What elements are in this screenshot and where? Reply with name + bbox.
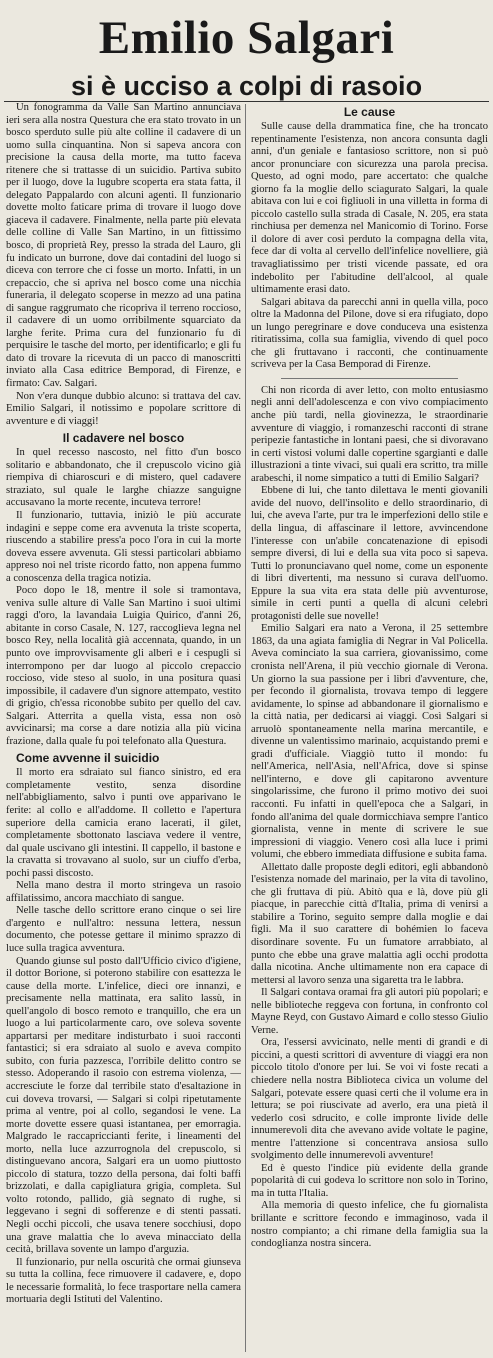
column-separator <box>245 104 246 1352</box>
right-column <box>251 102 488 1352</box>
article-title: Emilio Salgari <box>98 12 395 64</box>
paragraph: Allettato dalle proposte degli editori, egli abbandonò l'esistenza nomade del marinaio, per la vita di tavolino, che gli fruttava di più. Abitò qua e là, dove più gli piacque, in parecchie città d'Italia, prima di venirsi a stabilire a Torino, seguito sempre dalla moglie e dai figli. Ma il suo carattere di bohémien lo faceva disordinare sovente. Fu un fumatore arrabbiato, al punto che ebbe una grave malattia agli occhi prodotta dalla nicotina. Anche ultimamente non era capace di mettersi al lavoro senza una sigaretta tra le labbra. <box>251 861 488 986</box>
paragraph: Il morto era sdraiato sul fianco sinistro, ed era completamente vestito, senza disordine nell'abbigliamento, salvo i punti ove apparivano le ferite: al collo e all'addome. Il colletto e l'apertura superiore della camicia erano lacerati, il gilet, completamente sbottonato lasciava vedere il ventre, dal quale uscivano gli intestini. Il cappello, il bastone e la cravatta si trovavano al suolo, sur un ciuffo d'erba, pochi passi discosto. <box>6 767 241 879</box>
paragraph: Il funzionario, pur nella oscurità che ormai giunseva su tutta la collina, fece rimuovere il cadavere, e, dopo le necessarie formalità, lo fece trasportare nella camera mortuaria degli Istituti del Valentino. <box>6 1256 241 1306</box>
article-subtitle: si è ucciso a colpi di rasoio <box>70 71 423 101</box>
section-heading: Il cadavere nel bosco <box>62 431 185 446</box>
paragraph: Emilio Salgari era nato a Verona, il 25 settembre 1863, da una agiata famiglia di Negrar in Val Policella. Aveva cominciato la sua carriera, giovanissimo, come cronista nell'Arena, il più vecchio giornale di Verona. Un giorno la sua passione per i libri d'avventure, che, per fecondo il giornalista, trovava tempo di leggere avidamente, lo spinse ad abbandonare il giornalismo e la città natìa, per dedicarsi ai viaggi. Così Salgari si arruolò spontaneamente nella marina mercantile, e divenne un valentissimo marinaio, acquistando premi e gradi d'ufficiale. Viaggiò tutto il mondo: fu nell'America, nell'Asia, nell'Africa, dove si spinse nell'interno, e dove gli capitarono avventure singolarissime, che furono il primo motivo dei suoi racconti. Fu infatti in quell'epoca che a Salgari, in fondo all'anima del quale dormicchiava sempre l'antico giornalista, venne in mente di scrivere le sue impressioni di viaggio. Venero così alla luce i primi volumi, che ebbero immediata diffusione e subita fama. <box>251 623 488 861</box>
paragraph: Nella mano destra il morto stringeva un rasoio affilatissimo, ancora macchiato di sangue. <box>6 880 241 904</box>
paragraph: Non v'era dunque dubbio alcuno: si trattava del cav. Emilio Salgari, il notissimo e popolare scrittore di avventure e di viaggi! <box>6 390 241 427</box>
paragraph: Ed è questo l'indice più evidente della grande popolarità di cui godeva lo scrittore non solo in Torino, ma in tutta l'Italia. <box>251 1162 488 1199</box>
paragraph: Sulle cause della drammatica fine, che ha troncato repentinamente l'esistenza, non ancora consunta dagli anni, d'un geniale e fantasioso scrittore, non si può ancor pronunciare con sicurezza una parola precisa. Questo, ad ogni modo, pare accertato: che qualche giorno fa la moglie dello sciagurato Salgari, la quale abitava con lui e coi figliuoli in una villetta in forma di piccolo castello sulla strada di Casale, N. 205, era stata rinchiusa per demenza nel Manicomio di Torino. Forse il dolore di aver così perduto la compagna della vita, fece dar di volta al cervello dell'infelice novelliere, già travagliatissimo per tristi vicende passate, ed ora indebolito per l'abitudine dell'alcool, al quale ultimamente erasi dato. <box>251 121 488 296</box>
section-heading: Come avvenne il suicidio <box>16 751 160 766</box>
section-divider <box>281 378 458 379</box>
paragraph: Alla memoria di questo infelice, che fu giornalista brillante e scrittore fecondo e immaginoso, vada il nostro compianto; a chi rimane della famiglia sua la condoglianza nostra sincera. <box>251 1200 488 1250</box>
paragraph: In quel recesso nascosto, nel fitto d'un bosco solitario e abbandonato, che il crepuscolo vicino già riempiva di chiaroscuri e di mistero, quel cadavere straziato, sul quale le larghe chiazze sanguigne accusavano la morte recente, incuteva terrore! <box>6 447 241 509</box>
paragraph: Ora, l'essersi avvicinato, nelle menti di grandi e di piccini, a questi scrittori di avventure di viaggi era non piccolo titolo d'onore per lui. Se voi vi foste recati a chiedere nella nostra Biblioteca civica un volume del Salgari, potevate essere quasi certi che il volume era in lettura; se poi riuscivate ad averlo, era una pietà il vederlo così sdrucito, e colle impronte livide delle innumerevoli dita che avevano avide voltate le pagine, mentre l'attenzione si concentrava ansiosa sullo svolgimento delle innumerevoli avventure! <box>251 1037 488 1162</box>
section-heading: Le cause <box>343 105 396 119</box>
paragraph: Il funzionario, tuttavia, iniziò le più accurate indagini e seppe come era avvenuta la triste scoperta, riuscendo a stabilire press'a poco l'ora in cui la morte doveva essere avvenuta. Gli stessi particolari abbiamo appreso noi nel triste ricordo fatto, non appena fummo a conoscenza della tragica notizia. <box>6 509 241 584</box>
paragraph: Nelle tasche dello scrittore erano cinque o sei lire d'argento e null'altro: nessuna lettera, nessun documento, che potesse gettare il minimo sprazzo di luce sulla tragica avventura. <box>6 905 241 954</box>
left-column <box>6 102 241 1352</box>
paragraph: Ebbene di lui, che tanto dilettava le menti giovanili avide del nuovo, dell'insolito e dello straordinario, di lui, che aveva l'arte, pur tra le imperfezioni dello stile e della lingua, di affascinare il lettore, avvincendone l'interesse con un'abile concatenazione di episodi sempre diversi, di lui e della sua vita poco si sapeva. Tutti lo pronunciavano quel nome, come un esponente di libri divertenti, ma nessuno si curava dell'uomo. Eppure la sua vita era stata delle più avventurose, simile in certi punti a quella di alcuni celebri protagonisti delle sue novelle! <box>251 485 488 622</box>
paragraph: Salgari abitava da parecchi anni in quella villa, poco oltre la Madonna del Pilone, dove si era rifugiato, dopo un lungo peregrinare e dove conduceva una esistenza ritiratissima, colla sua famiglia, vivendo di quel poco che gli fruttavano i racconti, che continuamente scriveva per la Casa Bemporad di Firenze. <box>251 296 488 371</box>
paragraph: Quando giunse sul posto dall'Ufficio civico d'igiene, il dottor Borione, si poterono stabilire con esattezza le cause della morte. L'infelice, dieci ore innanzi, e precisamente nella mattinata, era salito lassù, in quell'angolo di bosco remoto e tranquillo, che era un luogo a lui particolarmente caro, ove soleva sovente appartarsi per meditare indisturbato i suoi racconti fantastici; si era sdraiato al suolo e aveva compito subito, con furia pazzesca, l'orribile delitto contro se stesso. Adoperando il rasoio con estrema violenza, — accresciute le forze dal terribile stato d'esaltazione in cui doveva trovarsi, — Salgari si colpì ripetutamente prima al ventre, poi al collo, segandosi le vene. La morte dovette essere quasi istantanea, per emorragia. Malgrado le raccapriccianti ferite, i lineamenti del morto, nella luce azzurrognola del crepuscolo, si distinguevano ancora, Salgari era un uomo piuttosto piccolo di statura, tozzo della persona, dai folti baffi brizzolati, e dalla capigliatura grigia, completa. Sul volto rotondo, pallido, già segnato di rughe, si leggevano i segni di sofferenze e di stenti passati. Negli occhi piccoli, che usava tenere socchiusi, dopo una grave malattia che lo aveva minacciato della cecità, brillava sovente un lampo d'arguzia. <box>6 955 241 1256</box>
paragraph: Poco dopo le 18, mentre il sole si tramontava, veniva sulle alture di Valle San Martino i suoi ultimi raggi d'oro, la lavandaia Luigia Quirico, d'anni 26, abitante in corso Casale, N. 127, raccoglieva legna nel bosco Rey, nella località già accennata, quando, in un punto ove improvvisamente gli alberi e i cespugli si interrompono per dar luogo al piccolo crepaccio roccioso, vide steso al suolo, in una positura quasi impossibile, il cadavere d'un signore attempato, vestito di grigio, ch'essa riconobbe subito per quello del cav. Salgari. Atterrita a quella vista, essa non osò avvicinarsi; ma corse a dare notizia alla più vicina frazione, dalla quale fu poi telefonato alla Questura. <box>6 585 241 747</box>
paragraph: Un fonogramma da Valle San Martino annunciava ieri sera alla nostra Questura che era stato trovato in un bosco sperduto sulle più alte colline il cadavere di un uomo sulla cinquantina. Non si sapeva ancora con precisione la causa della morte, ma tutto faceva ritenere che si trattasse di un suicidio. Partiva subito per il luogo, dove la lugubre scoperta era stata fatta, il delegato Pappalardo con alcuni agenti. Il funzionario dovette molto faticare prima di trovare il luogo dove giaceva il cadavere. Finalmente, nella parte più elevata delle colline di Valle San Martino, in un fittissimo bosco, di proprietà Rey, presso la strada del Lauro, gli fu indicato un burrone, dove dai contadini del luogo si diceva con terrore che ci fosse un morto. Infatti, in un crepaccio, che si apriva nel bosco come una nicchia funeraria, il delegato scoperse in mezzo ad una patina di sangue raggrumato che ricopriva il terreno roccioso, il cadavere di un uomo orribilmente squarciato da larghe ferite. Prima cura del funzionario fu di perquisire le tasche del morto, per identificarlo; e gli fu dato di trovare la ricevuta di un pacco di manoscritti inviato alla Casa editrice Bemporad, di Firenze, e firmato: Cav. Salgari. <box>6 102 241 390</box>
paragraph: Il Salgari contava oramai fra gli autori più popolari; e nelle biblioteche reggeva con fortuna, in confronto col Mayne Reyd, con Gustavo Aimard e collo stesso Giulio Verne. <box>251 987 488 1036</box>
paragraph: Chi non ricorda di aver letto, con molto entusiasmo negli anni dell'adolescenza e con vivo compiacimento anche più tardi, nella giovinezza, le straordinarie avventure di viaggio, i romanzeschi racconti di strane peripezie fantastiche in lontani paesi, che si divoravano in certi vistosi volumi dalle copertine sgargianti e dalle illustrazioni a tinte vivaci, sui quali era scritto, tra mille arabeschi, il nome simpatico a tutti di Emilio Salgari? <box>251 384 488 484</box>
